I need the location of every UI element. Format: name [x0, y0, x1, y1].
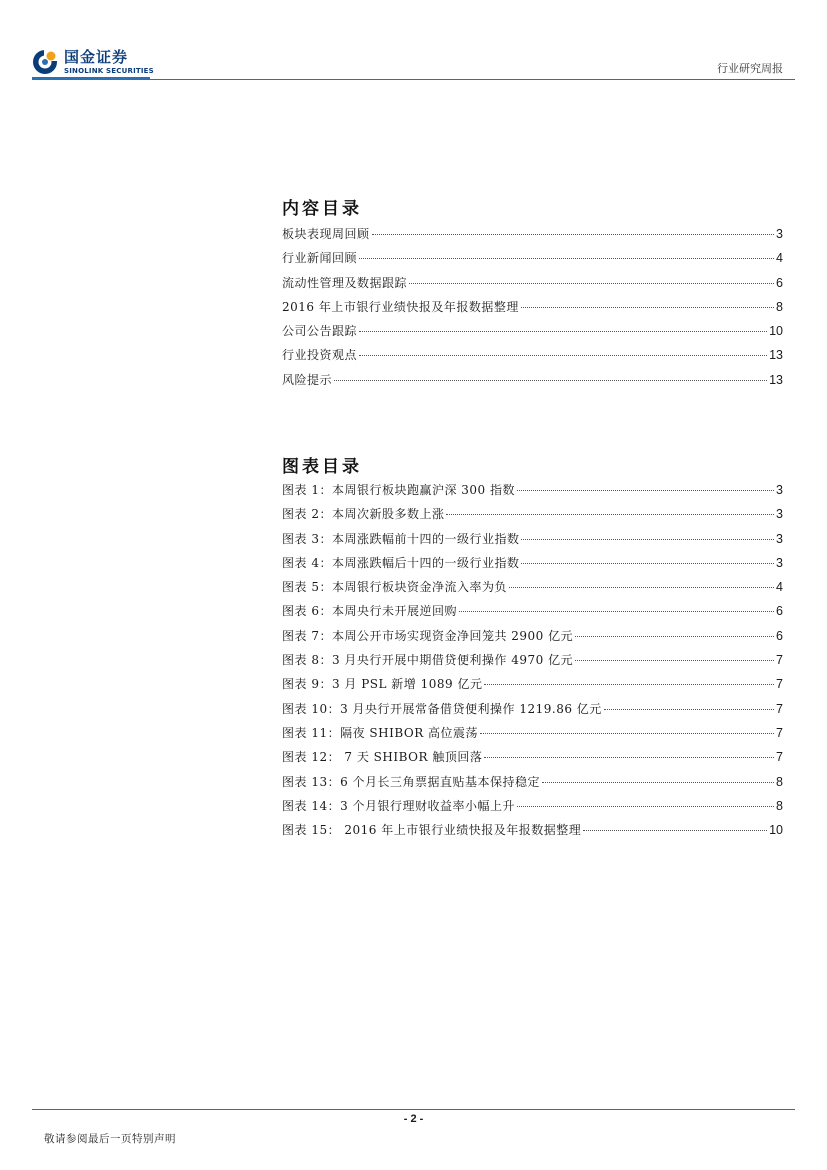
dot-leader: [521, 307, 774, 308]
toc-entry[interactable]: [282, 700, 783, 724]
toc-entry-label: 图表 10：3 月央行开展常备借贷便利操作 1219.86 亿元: [282, 701, 602, 716]
dot-leader: [480, 733, 774, 734]
toc-entry-label: 图表 1：本周银行板块跑赢沪深 300 指数: [282, 483, 515, 497]
toc-entry[interactable]: [282, 821, 783, 845]
dot-leader: [521, 539, 774, 540]
toc-entry-label: 图表 11：隔夜 SHIBOR 高位震荡: [282, 725, 479, 740]
toc-entry-page: 6: [776, 628, 783, 643]
dot-leader: [484, 684, 774, 685]
page-number: - 2 -: [403, 1113, 424, 1125]
footer-divider: [32, 1109, 795, 1110]
toc-entry-label: 行业新闻回顾: [282, 251, 358, 266]
toc-entry-label: 图表 2：本周次新股多数上涨: [282, 507, 445, 522]
toc-entry[interactable]: [282, 651, 783, 675]
toc-entry-page: 8: [776, 774, 783, 789]
toc-entry-label: 行业投资观点: [282, 348, 358, 363]
dot-leader: [359, 331, 767, 332]
figures-title: 图表目录: [282, 457, 362, 477]
toc-entry-page: 7: [776, 750, 783, 765]
toc-entry[interactable]: [282, 371, 783, 395]
toc-entry-label: 图表 14：3 个月银行理财收益率小幅上升: [282, 798, 516, 813]
dot-leader: [446, 514, 774, 515]
toc-entry-label: 图表 7：本周公开市场实现资金净回笼共 2900 亿元: [282, 628, 574, 643]
figures-list: [282, 481, 783, 845]
dot-leader: [484, 757, 774, 758]
toc-entry-page: 8: [776, 798, 783, 813]
toc-entry[interactable]: [282, 322, 783, 346]
company-logo: [32, 47, 154, 77]
toc-entry-page: 3: [776, 507, 783, 522]
disclaimer-text: 敬请参阅最后一页特别声明: [44, 1133, 176, 1145]
toc-entry[interactable]: [282, 602, 783, 626]
toc-entry[interactable]: [282, 274, 783, 298]
report-type-label: 行业研究周报: [717, 62, 783, 75]
contents-title: 内容目录: [282, 199, 362, 219]
dot-leader: [517, 806, 774, 807]
toc-entry-page: 7: [776, 725, 783, 740]
toc-entry-label: 图表 12： 7 天 SHIBOR 触顶回落: [282, 750, 483, 765]
toc-entry-label: 流动性管理及数据跟踪: [282, 275, 408, 290]
toc-entry[interactable]: [282, 554, 783, 578]
toc-entry-label: 图表 15： 2016 年上市银行业绩快报及年报数据整理: [282, 823, 582, 838]
dot-leader: [575, 636, 774, 637]
toc-entry[interactable]: [282, 773, 783, 797]
dot-leader: [604, 709, 774, 710]
page-header: [0, 0, 827, 82]
toc-entry[interactable]: [282, 748, 783, 772]
toc-entry[interactable]: [282, 578, 783, 602]
toc-entry-page: 3: [776, 531, 783, 546]
dot-leader: [583, 830, 767, 831]
toc-entry[interactable]: [282, 298, 783, 322]
dot-leader: [459, 611, 774, 612]
header-divider: [32, 79, 795, 80]
dot-leader: [575, 660, 774, 661]
toc-entry-label: 图表 9：3 月 PSL 新增 1089 亿元: [282, 677, 483, 692]
toc-entry-label: 图表 3：本周涨跌幅前十四的一级行业指数: [282, 531, 520, 546]
dot-leader: [359, 258, 774, 259]
contents-list: [282, 225, 783, 395]
toc-entry[interactable]: [282, 530, 783, 554]
toc-entry-page: 3: [776, 555, 783, 570]
toc-entry[interactable]: [282, 675, 783, 699]
toc-entry-label: 板块表现周回顾: [282, 227, 370, 241]
toc-entry[interactable]: [282, 627, 783, 651]
toc-entry-label: 公司公告跟踪: [282, 324, 358, 339]
dot-leader: [517, 490, 774, 491]
toc-entry-label: 图表 5：本周银行板块资金净流入率为负: [282, 580, 507, 595]
toc-entry[interactable]: [282, 481, 783, 505]
toc-entry-label: 图表 13：6 个月长三角票据直贴基本保持稳定: [282, 774, 541, 789]
sinolink-logo-icon: [32, 49, 58, 75]
toc-entry-label: 图表 6：本周央行未开展逆回购: [282, 604, 457, 619]
toc-entry-label: 2016 年上市银行业绩快报及年报数据整理: [282, 299, 519, 314]
dot-leader: [409, 283, 774, 284]
dot-leader: [509, 587, 774, 588]
toc-entry-page: 10: [769, 823, 783, 838]
logo-chinese-name: 国金证券: [64, 47, 129, 66]
toc-entry-page: 7: [776, 653, 783, 668]
toc-entry-label: 图表 4：本周涨跌幅后十四的一级行业指数: [282, 555, 520, 570]
toc-entry-page: 8: [776, 299, 783, 314]
toc-entry[interactable]: [282, 346, 783, 370]
toc-entry-page: 6: [776, 604, 783, 619]
toc-entry[interactable]: [282, 249, 783, 273]
toc-entry[interactable]: [282, 225, 783, 249]
toc-entry-page: 10: [769, 324, 783, 339]
toc-entry-label: 图表 8：3 月央行开展中期借贷便利操作 4970 亿元: [282, 653, 574, 668]
dot-leader: [334, 380, 767, 381]
logo-english-name: SINOLINK SECURITIES: [64, 66, 154, 75]
toc-entry-page: 3: [776, 483, 783, 497]
toc-entry[interactable]: [282, 505, 783, 529]
toc-entry-page: 6: [776, 275, 783, 290]
toc-entry-page: 7: [776, 701, 783, 716]
toc-entry[interactable]: [282, 724, 783, 748]
toc-entry-page: 13: [769, 348, 783, 363]
toc-entry-page: 3: [776, 227, 783, 241]
dot-leader: [521, 563, 774, 564]
toc-entry-page: 4: [776, 251, 783, 266]
dot-leader: [542, 782, 774, 783]
toc-entry-page: 4: [776, 580, 783, 595]
dot-leader: [359, 355, 767, 356]
toc-entry-label: 风险提示: [282, 372, 333, 387]
toc-entry-page: 13: [769, 372, 783, 387]
dot-leader: [372, 234, 775, 235]
toc-entry[interactable]: [282, 797, 783, 821]
toc-entry-page: 7: [776, 677, 783, 692]
